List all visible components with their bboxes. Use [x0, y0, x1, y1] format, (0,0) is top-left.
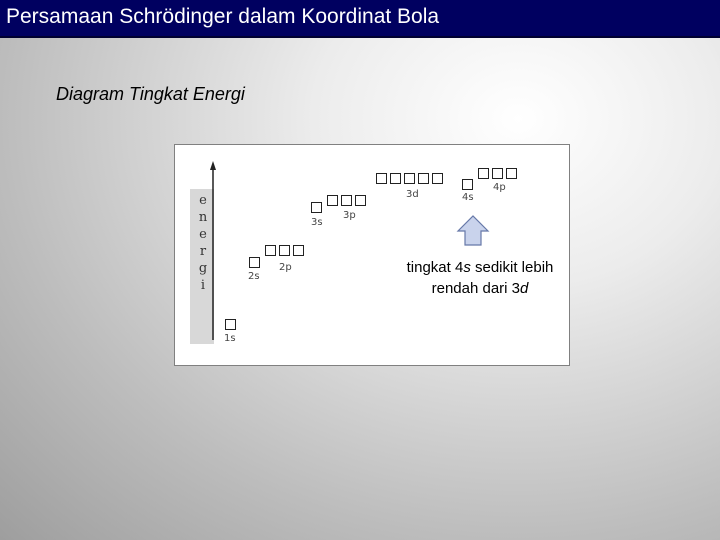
annotation-note [390, 257, 570, 299]
orbital-box-4p-3 [506, 168, 517, 179]
note-line-1-b: s [463, 259, 471, 276]
orbital-box-3p-3 [355, 195, 366, 206]
orbital-label-3p: 3p [343, 210, 356, 221]
orbital-box-4p-1 [478, 168, 489, 179]
orbital-box-2p-1 [265, 245, 276, 256]
orbital-box-1s [225, 319, 236, 330]
orbital-label-2s: 2s [248, 271, 260, 282]
orbital-label-4s: 4s [462, 192, 474, 203]
orbital-label-3d: 3d [406, 189, 419, 200]
page-title: Persamaan Schrödinger dalam Koordinat Bola [6, 5, 440, 28]
orbital-box-3p-2 [341, 195, 352, 206]
orbital-box-3p-1 [327, 195, 338, 206]
orbital-box-2p-2 [279, 245, 290, 256]
axis-letter-g: g [198, 261, 208, 276]
axis-letter-e2: e [199, 227, 207, 242]
note-line-2 [390, 278, 570, 299]
orbital-box-3d-1 [376, 173, 387, 184]
note-line-1-c: sedikit lebih [470, 259, 554, 276]
orbital-label-1s: 1s [224, 333, 236, 344]
note-line-1 [390, 257, 570, 278]
orbital-label-2p: 2p [279, 262, 292, 273]
orbital-box-3d-4 [418, 173, 429, 184]
axis-letter-i: i [200, 278, 206, 293]
orbital-box-3d-5 [432, 173, 443, 184]
note-line-2-b: d [520, 280, 529, 297]
energy-axis-arrowhead [210, 161, 216, 170]
orbital-box-3d-2 [390, 173, 401, 184]
note-line-1-a: tingkat 4 [406, 259, 464, 276]
orbital-box-3s [311, 202, 322, 213]
axis-letter-r: r [199, 244, 207, 259]
orbital-label-4p: 4p [493, 182, 506, 193]
axis-letter-n: n [198, 210, 208, 225]
orbital-box-2s [249, 257, 260, 268]
note-line-2-a: rendah dari 3 [431, 280, 521, 297]
diagram-subtitle: Diagram Tingkat Energi [56, 84, 245, 104]
orbital-box-4s [462, 179, 473, 190]
orbital-box-4p-2 [492, 168, 503, 179]
orbital-label-3s: 3s [311, 217, 323, 228]
axis-letter-e: e [199, 193, 207, 208]
up-arrow-icon [458, 216, 488, 245]
orbital-box-2p-3 [293, 245, 304, 256]
orbital-box-3d-3 [404, 173, 415, 184]
